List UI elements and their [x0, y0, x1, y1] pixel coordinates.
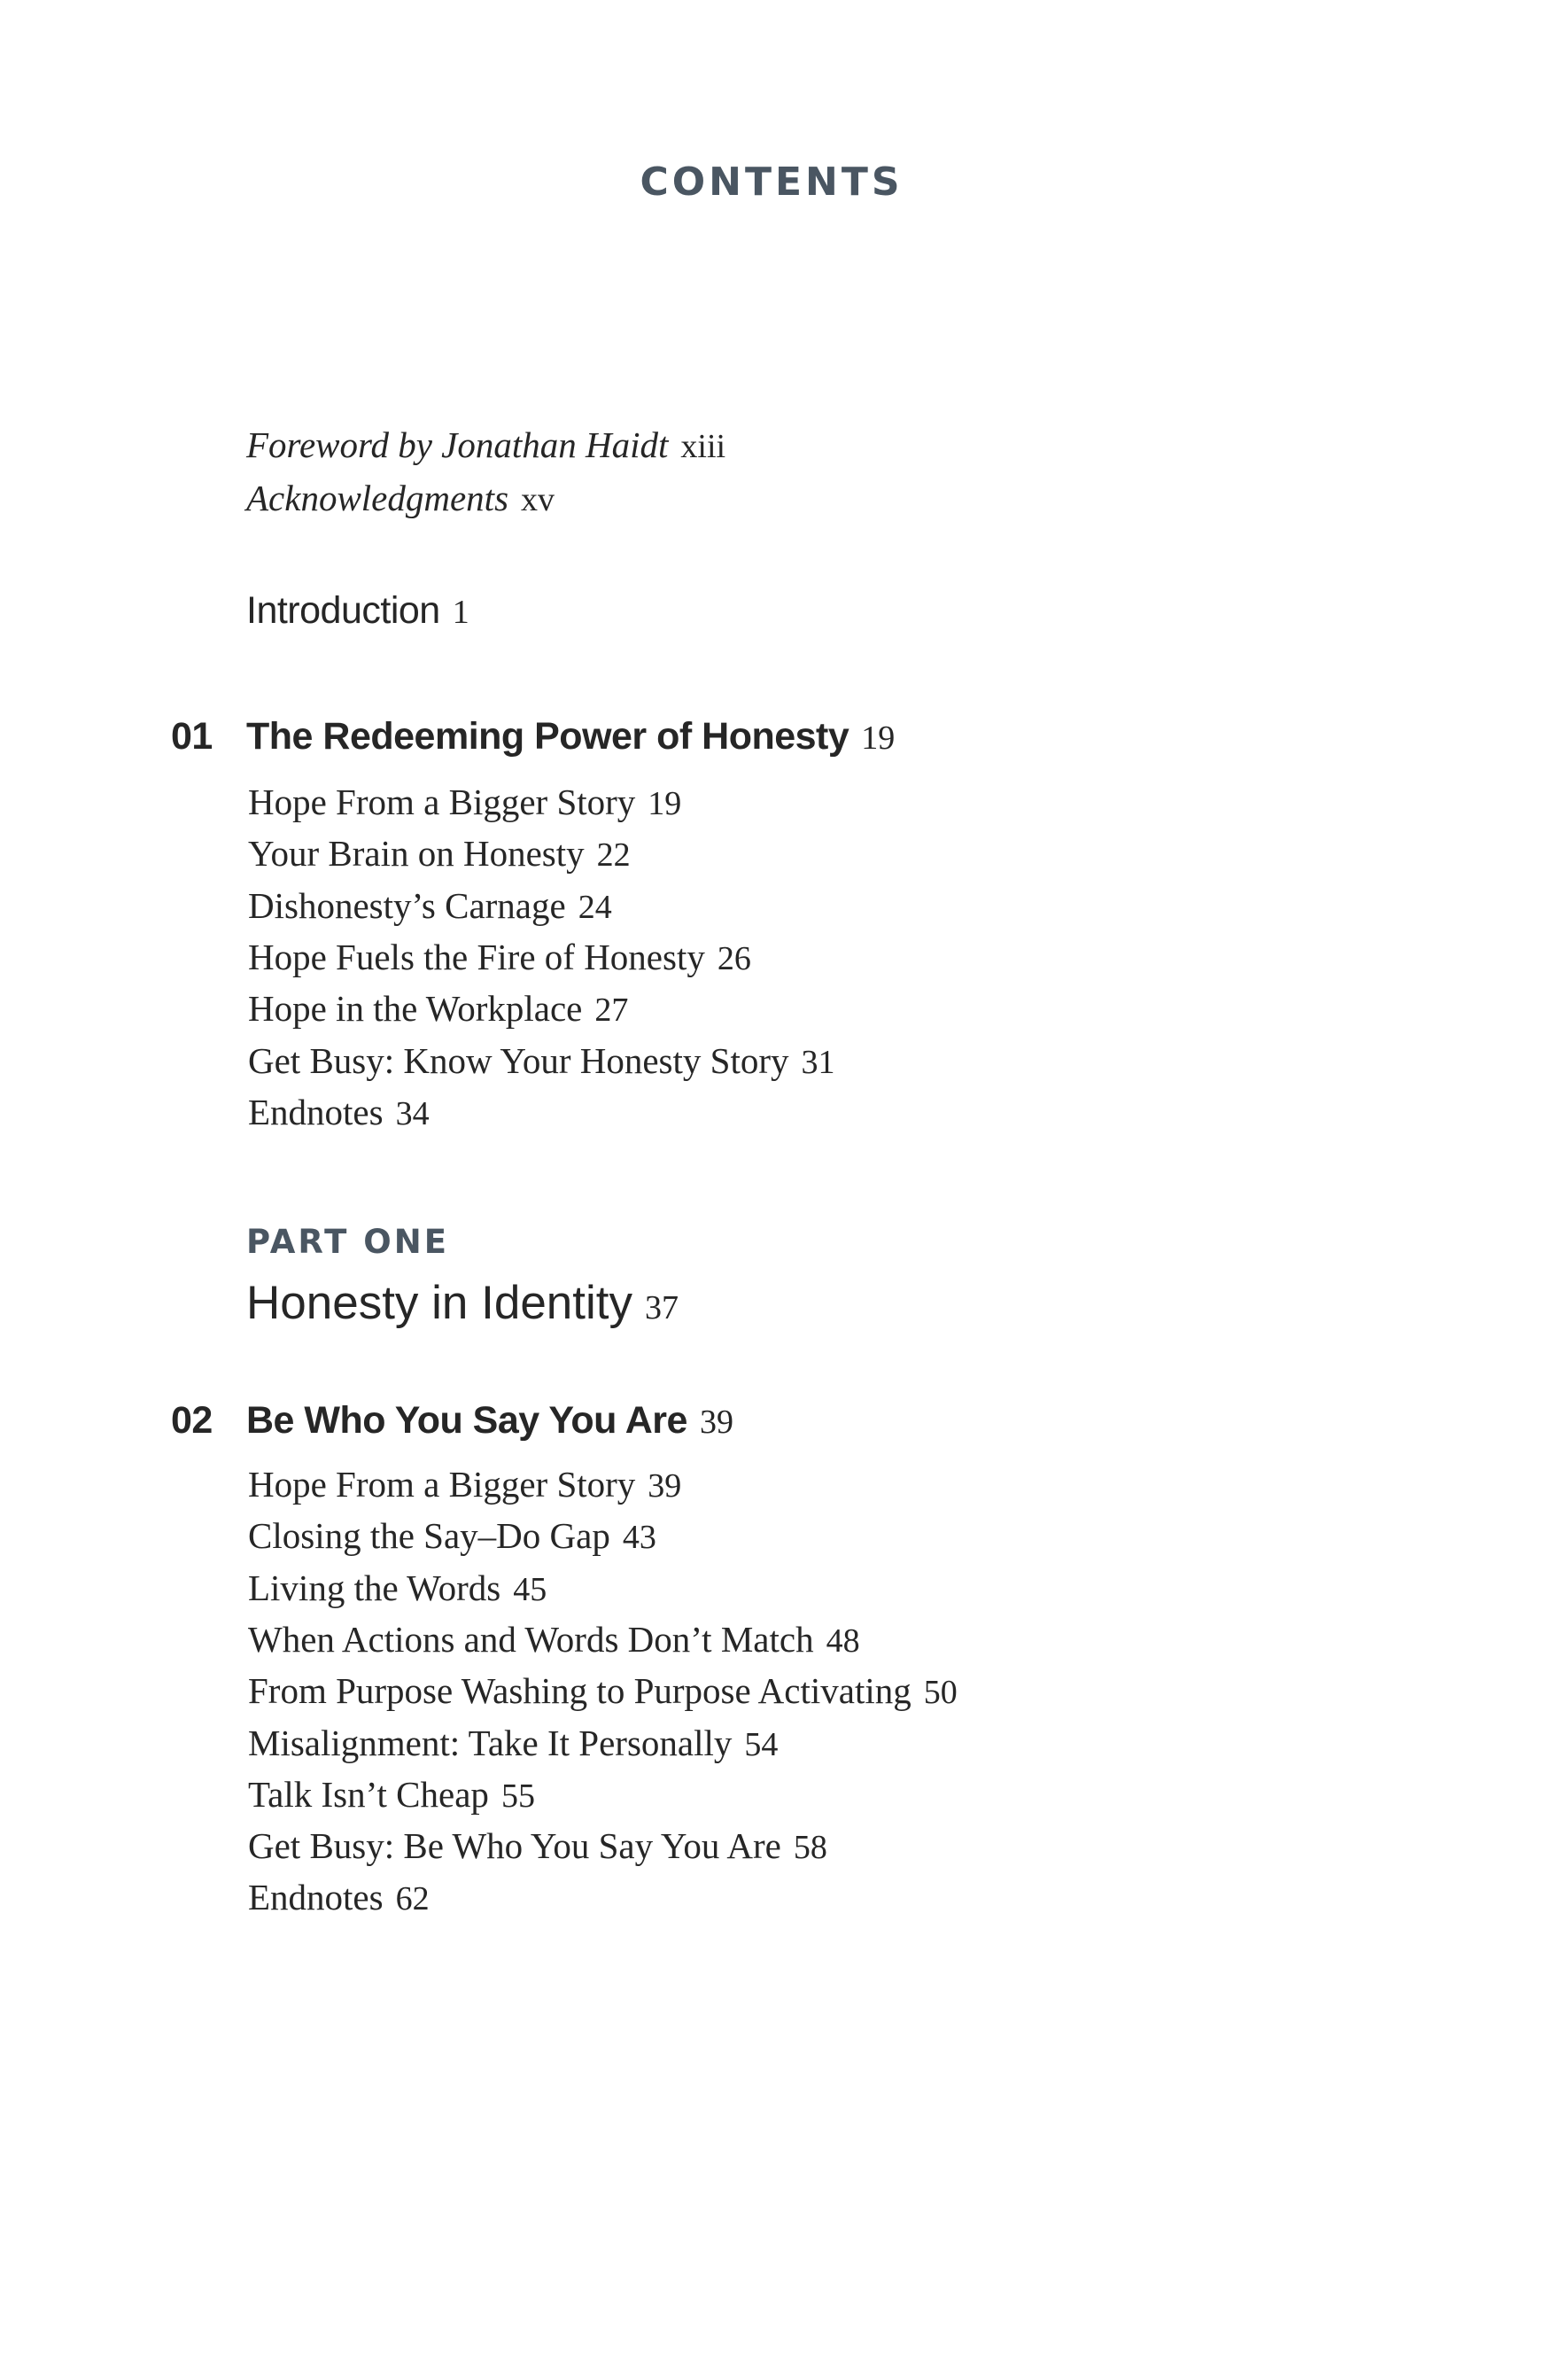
entry-label: Your Brain on Honesty [248, 833, 585, 875]
toc-section-entry[interactable] [248, 880, 612, 931]
entry-page: 62 [395, 1880, 430, 1918]
entry-label: Hope From a Bigger Story [248, 782, 636, 822]
entry-page: 19 [648, 785, 682, 822]
toc-entry-part-1[interactable] [246, 1278, 679, 1329]
toc-entry-chapter-1[interactable] [246, 711, 895, 762]
entry-label: When Actions and Words Don’t Match [248, 1618, 814, 1660]
entry-label: Misalignment: Take It Personally [248, 1722, 733, 1763]
entry-label: Closing the Say–Do Gap [248, 1515, 610, 1557]
entry-label: Foreword by Jonathan Haidt [246, 424, 669, 465]
entry-label: Hope in the Workplace [248, 988, 583, 1030]
entry-page: 39 [648, 1467, 682, 1505]
toc-section-entry[interactable] [248, 828, 631, 879]
toc-section-entry[interactable] [248, 1458, 681, 1510]
entry-page: 45 [513, 1570, 547, 1608]
entry-label: Acknowledgments [246, 478, 509, 518]
entry-label: Living the Words [248, 1567, 501, 1608]
entry-label: Dishonesty’s Carnage [248, 884, 566, 926]
entry-label: Get Busy: Know Your Honesty Story [248, 1039, 789, 1081]
entry-label: Endnotes [248, 1091, 384, 1132]
entry-page: 37 [645, 1289, 679, 1326]
toc-section-entry[interactable] [248, 1510, 656, 1561]
toc-entry-chapter-2[interactable] [246, 1395, 733, 1446]
entry-page: 50 [923, 1674, 958, 1712]
toc-section-entry[interactable] [248, 1086, 430, 1138]
toc-section-entry[interactable] [248, 1769, 535, 1820]
entry-label: Endnotes [248, 1877, 384, 1918]
page-title: CONTENTS [640, 159, 904, 205]
entry-page: xiii [680, 428, 726, 465]
entry-page: 27 [594, 992, 629, 1030]
entry-page: 22 [596, 836, 631, 875]
entry-label: Hope Fuels the Fire of Honesty [248, 936, 705, 977]
entry-label: Get Busy: Be Who You Say You Are [248, 1825, 781, 1867]
toc-section-entry[interactable] [248, 776, 681, 828]
entry-page: 48 [826, 1622, 860, 1660]
entry-page: xv [521, 481, 555, 518]
entry-label: Hope From a Bigger Story [248, 1464, 636, 1505]
toc-section-entry[interactable] [248, 931, 751, 983]
entry-page: 55 [500, 1777, 535, 1815]
entry-page: 26 [717, 939, 751, 977]
entry-page: 19 [861, 719, 896, 757]
toc-entry-introduction[interactable] [246, 585, 469, 636]
toc-section-entry[interactable] [248, 1820, 827, 1871]
chapter-number: 01 [171, 715, 213, 758]
chapter-title: Be Who You Say You Are [246, 1399, 687, 1442]
entry-label: Talk Isn’t Cheap [248, 1773, 489, 1815]
entry-page: 43 [622, 1519, 656, 1557]
entry-page: 31 [801, 1043, 835, 1081]
toc-section-entry[interactable] [248, 1717, 778, 1769]
toc-section-entry[interactable] [248, 983, 628, 1034]
toc-entry-acknowledgments[interactable] [246, 472, 555, 524]
chapter-number: 02 [171, 1399, 213, 1442]
toc-section-entry[interactable] [248, 1562, 547, 1614]
entry-label: From Purpose Washing to Purpose Activating [248, 1670, 911, 1712]
part-label: PART ONE [246, 1223, 449, 1261]
chapter-title: The Redeeming Power of Honesty [246, 715, 849, 758]
entry-page: 24 [578, 888, 612, 926]
entry-page: 54 [744, 1725, 779, 1763]
entry-page: 39 [699, 1404, 733, 1441]
toc-section-entry[interactable] [248, 1871, 430, 1923]
entry-page: 1 [452, 594, 469, 631]
entry-label: Introduction [246, 589, 440, 632]
toc-entry-foreword[interactable] [246, 419, 725, 471]
entry-page: 34 [395, 1094, 430, 1132]
part-title: Honesty in Identity [246, 1277, 633, 1329]
entry-page: 58 [793, 1829, 827, 1867]
toc-section-entry[interactable] [248, 1665, 958, 1716]
toc-section-entry[interactable] [248, 1035, 835, 1086]
toc-section-entry[interactable] [248, 1614, 860, 1665]
